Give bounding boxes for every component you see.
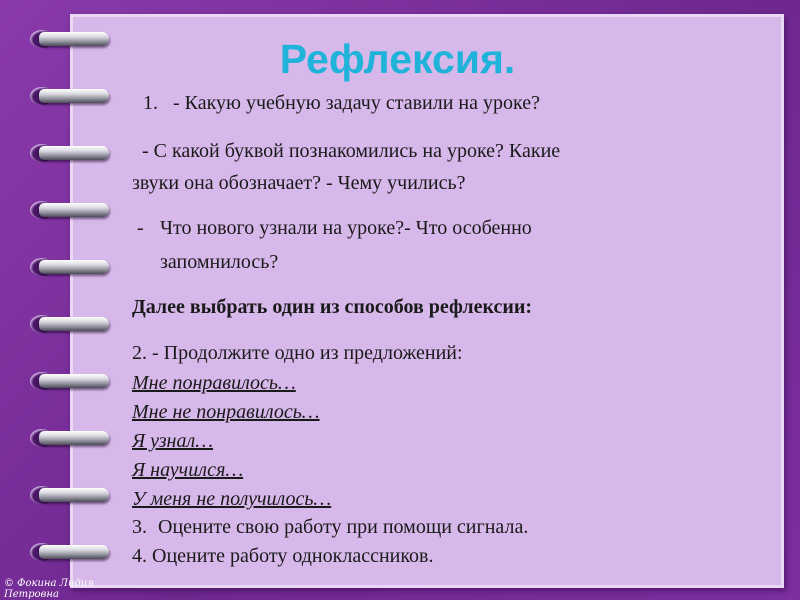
binding-ring-icon — [30, 141, 112, 167]
question-1-number: 1. — [143, 92, 158, 114]
binding-ring-icon — [30, 84, 112, 110]
question-3-line-2: запомнилось? — [160, 251, 279, 273]
question-1-text: - Какую учебную задачу ставили на уроке? — [173, 92, 540, 114]
item-2-number: 2. - — [132, 342, 159, 364]
choose-method-heading: Далее выбрать один из способов рефлексии: — [132, 296, 533, 318]
sentence-starter: У меня не получилось… — [132, 488, 332, 510]
binding-ring-icon — [30, 312, 112, 338]
item-3-number: 3. — [132, 516, 147, 538]
item-3-line — [132, 516, 528, 539]
binding-ring-icon — [30, 483, 112, 509]
binding-ring-icon — [30, 198, 112, 224]
author-credit — [4, 578, 94, 600]
question-3-line-1: Что нового узнали на уроке?- Что особенно — [160, 217, 532, 239]
item-2-line — [132, 342, 463, 365]
item-2-text: Продолжите одно из предложений: — [163, 342, 463, 364]
item-4-line: 4. Оцените работу одноклассников. — [132, 545, 434, 567]
question-2-line-2: звуки она обозначает? - Чему учились? — [132, 172, 466, 194]
binding-ring-icon — [30, 255, 112, 281]
binding-ring-icon — [30, 369, 112, 395]
binding-ring-icon — [30, 426, 112, 452]
sentence-starter: Я узнал… — [132, 430, 213, 452]
item-3-text: Оцените свою работу при помощи сигнала. — [158, 516, 529, 538]
slide-title: Рефлексия. — [279, 36, 516, 82]
sentence-starter: Я научился… — [132, 459, 244, 481]
question-3-dash: - — [137, 217, 144, 239]
credit-line-2: Петровна — [4, 589, 59, 600]
credit-line-1: © Фокина Лидия — [4, 578, 94, 589]
sentence-starter: Мне не понравилось… — [132, 401, 320, 423]
binding-ring-icon — [30, 540, 112, 566]
question-2-line-1: - С какой буквой познакомились на уроке? Какие — [142, 140, 561, 162]
sentence-starter: Мне понравилось… — [132, 372, 296, 394]
